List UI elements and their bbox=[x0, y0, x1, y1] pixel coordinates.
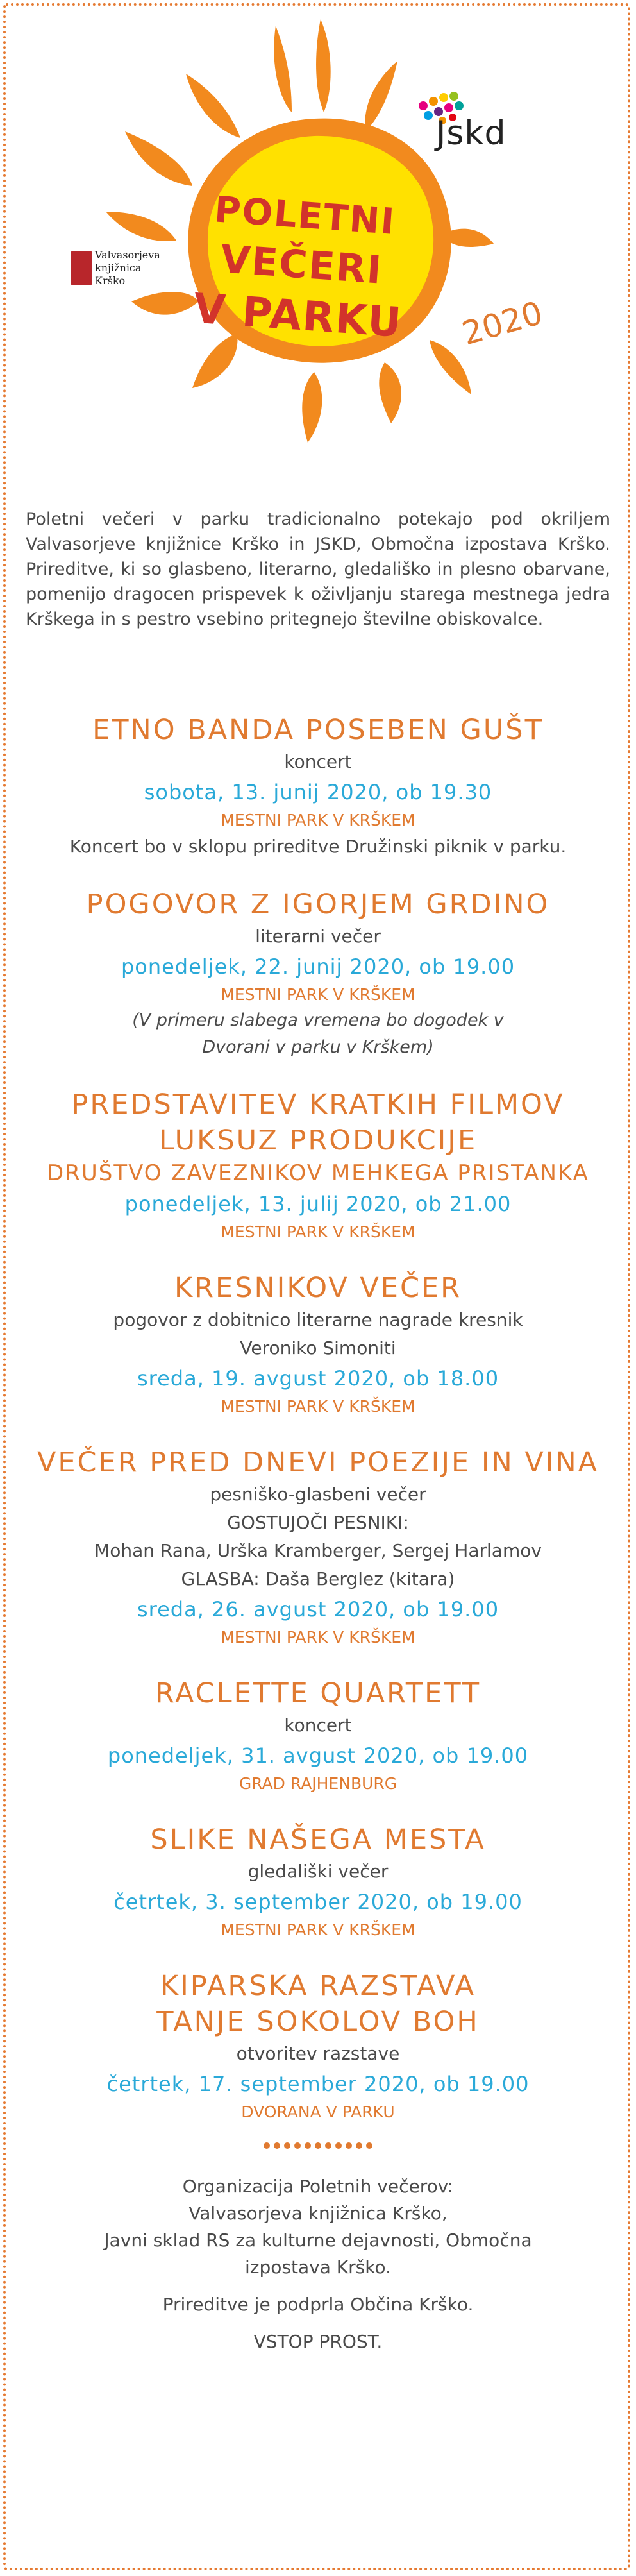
event-guests-label: GOSTUJOČI PESNIKI: bbox=[227, 1512, 409, 1533]
event-item bbox=[0, 1087, 636, 1244]
event-place: MESTNI PARK V KRŠKEM bbox=[221, 1628, 415, 1647]
event-item bbox=[0, 1445, 636, 1650]
event-type: koncert bbox=[284, 1715, 352, 1736]
event-note: Koncert bo v sklopu prireditve Družinski piknik v parku. bbox=[69, 836, 567, 857]
library-name-line-1: Valvasorjeva bbox=[95, 249, 160, 261]
footer-org-2b: izpostava Krško. bbox=[245, 2257, 391, 2278]
event-item bbox=[0, 1270, 636, 1419]
event-type: otvoritev razstave bbox=[236, 2043, 400, 2064]
event-title: KIPARSKA RAZSTAVA bbox=[160, 1970, 476, 2002]
intro-paragraph: Poletni večeri v parku tradicionalno potekajo pod okriljem Valvasorjeve knjižnice Krško in JSKD, Območna izpostava Krško. Prireditve, ki so glasbeno, literarno, gledališko in plesno obarvane, pomenijo dragocen prispevek k oživljanju starega mestnega jedra Krškega in s pestro vsebino pritegnejo številne obiskovalce. bbox=[26, 509, 610, 629]
logo-line-3: V PARKU bbox=[192, 285, 404, 348]
library-mark-icon bbox=[71, 251, 92, 285]
footer-org-2: Javni sklad RS za kulturne dejavnosti, Območna bbox=[104, 2230, 532, 2251]
event-place: MESTNI PARK V KRŠKEM bbox=[221, 1223, 415, 1241]
library-name-line-2: knjižnica bbox=[95, 262, 142, 274]
event-item bbox=[0, 1822, 636, 1942]
event-subtitle: DRUŠTVO ZAVEZNIKOV MEHKEGA PRISTANKA bbox=[47, 1160, 589, 1186]
event-guests: Mohan Rana, Urška Kramberger, Sergej Harlamov bbox=[94, 1540, 542, 1561]
event-title: TANJE SOKOLOV BOH bbox=[156, 2006, 480, 2038]
logo-line-1: POLETNI bbox=[213, 189, 397, 243]
event-title: SLIKE NAŠEGA MESTA bbox=[150, 1824, 486, 1856]
header-logo bbox=[0, 0, 636, 487]
event-place: MESTNI PARK V KRŠKEM bbox=[221, 1920, 415, 1939]
event-guest: Veroniko Simoniti bbox=[240, 1337, 396, 1359]
event-place: MESTNI PARK V KRŠKEM bbox=[221, 985, 415, 1004]
event-note: (V primeru slabega vremena bo dogodek v bbox=[132, 1010, 504, 1030]
library-logo bbox=[71, 249, 173, 300]
logo-year: 2020 bbox=[458, 294, 547, 353]
footer-gap bbox=[0, 2318, 636, 2328]
event-place: MESTNI PARK V KRŠKEM bbox=[221, 811, 415, 829]
footer-gap bbox=[0, 2281, 636, 2291]
event-type: gledališki večer bbox=[247, 1861, 389, 1882]
event-type: koncert bbox=[284, 751, 352, 772]
event-type: literarni večer bbox=[255, 926, 381, 947]
event-place: MESTNI PARK V KRŠKEM bbox=[221, 1397, 415, 1416]
library-logo-text bbox=[95, 249, 160, 287]
event-title: ETNO BANDA POSEBEN GUŠT bbox=[92, 714, 544, 746]
footer-org-label: Organizacija Poletnih večerov: bbox=[182, 2176, 454, 2197]
event-date: sreda, 26. avgust 2020, ob 19.00 bbox=[137, 1597, 499, 1622]
event-date: sobota, 13. junij 2020, ob 19.30 bbox=[144, 780, 492, 804]
event-place: GRAD RAJHENBURG bbox=[238, 1774, 398, 1793]
library-name-line-3: Krško bbox=[95, 275, 126, 287]
event-title: RACLETTE QUARTETT bbox=[155, 1677, 481, 1709]
event-type: pogovor z dobitnico literarne nagrade kresnik bbox=[113, 1309, 523, 1330]
dotted-divider bbox=[263, 2141, 373, 2150]
event-music: GLASBA: Daša Berglez (kitara) bbox=[181, 1568, 455, 1589]
event-item bbox=[0, 1968, 636, 2124]
event-date: četrtek, 17. september 2020, ob 19.00 bbox=[106, 2072, 530, 2096]
event-item bbox=[0, 712, 636, 861]
event-item bbox=[0, 1675, 636, 1796]
footer-entry: VSTOP PROST. bbox=[253, 2331, 383, 2352]
event-title: LUKSUZ PRODUKCIJE bbox=[158, 1124, 478, 1157]
footer-sponsor: Prireditve je podprla Občina Krško. bbox=[162, 2294, 474, 2315]
event-title: VEČER PRED DNEVI POEZIJE IN VINA bbox=[37, 1446, 599, 1479]
event-date: ponedeljek, 31. avgust 2020, ob 19.00 bbox=[107, 1743, 529, 1768]
events-list bbox=[0, 712, 636, 2150]
event-title: POGOVOR Z IGORJEM GRDINO bbox=[86, 888, 550, 920]
event-note: Dvorani v parku v Krškem) bbox=[202, 1037, 434, 1057]
jskd-logo-text: Jskd bbox=[436, 114, 506, 153]
sun-logo-title bbox=[162, 183, 440, 352]
footer bbox=[0, 2173, 636, 2355]
logo-line-2: VEČERI bbox=[219, 237, 384, 293]
event-date: četrtek, 3. september 2020, ob 19.00 bbox=[113, 1890, 523, 1914]
event-date: sreda, 19. avgust 2020, ob 18.00 bbox=[137, 1366, 499, 1391]
event-date: ponedeljek, 13. julij 2020, ob 21.00 bbox=[124, 1192, 512, 1216]
event-title: PREDSTAVITEV KRATKIH FILMOV bbox=[71, 1089, 565, 1121]
event-type: pesniško-glasbeni večer bbox=[210, 1484, 426, 1505]
footer-org-1: Valvasorjeva knjižnica Krško, bbox=[188, 2203, 448, 2224]
event-title: KRESNIKOV VEČER bbox=[174, 1272, 462, 1304]
event-date: ponedeljek, 22. junij 2020, ob 19.00 bbox=[121, 954, 515, 979]
event-place: DVORANA V PARKU bbox=[241, 2103, 395, 2121]
event-item bbox=[0, 886, 636, 1061]
